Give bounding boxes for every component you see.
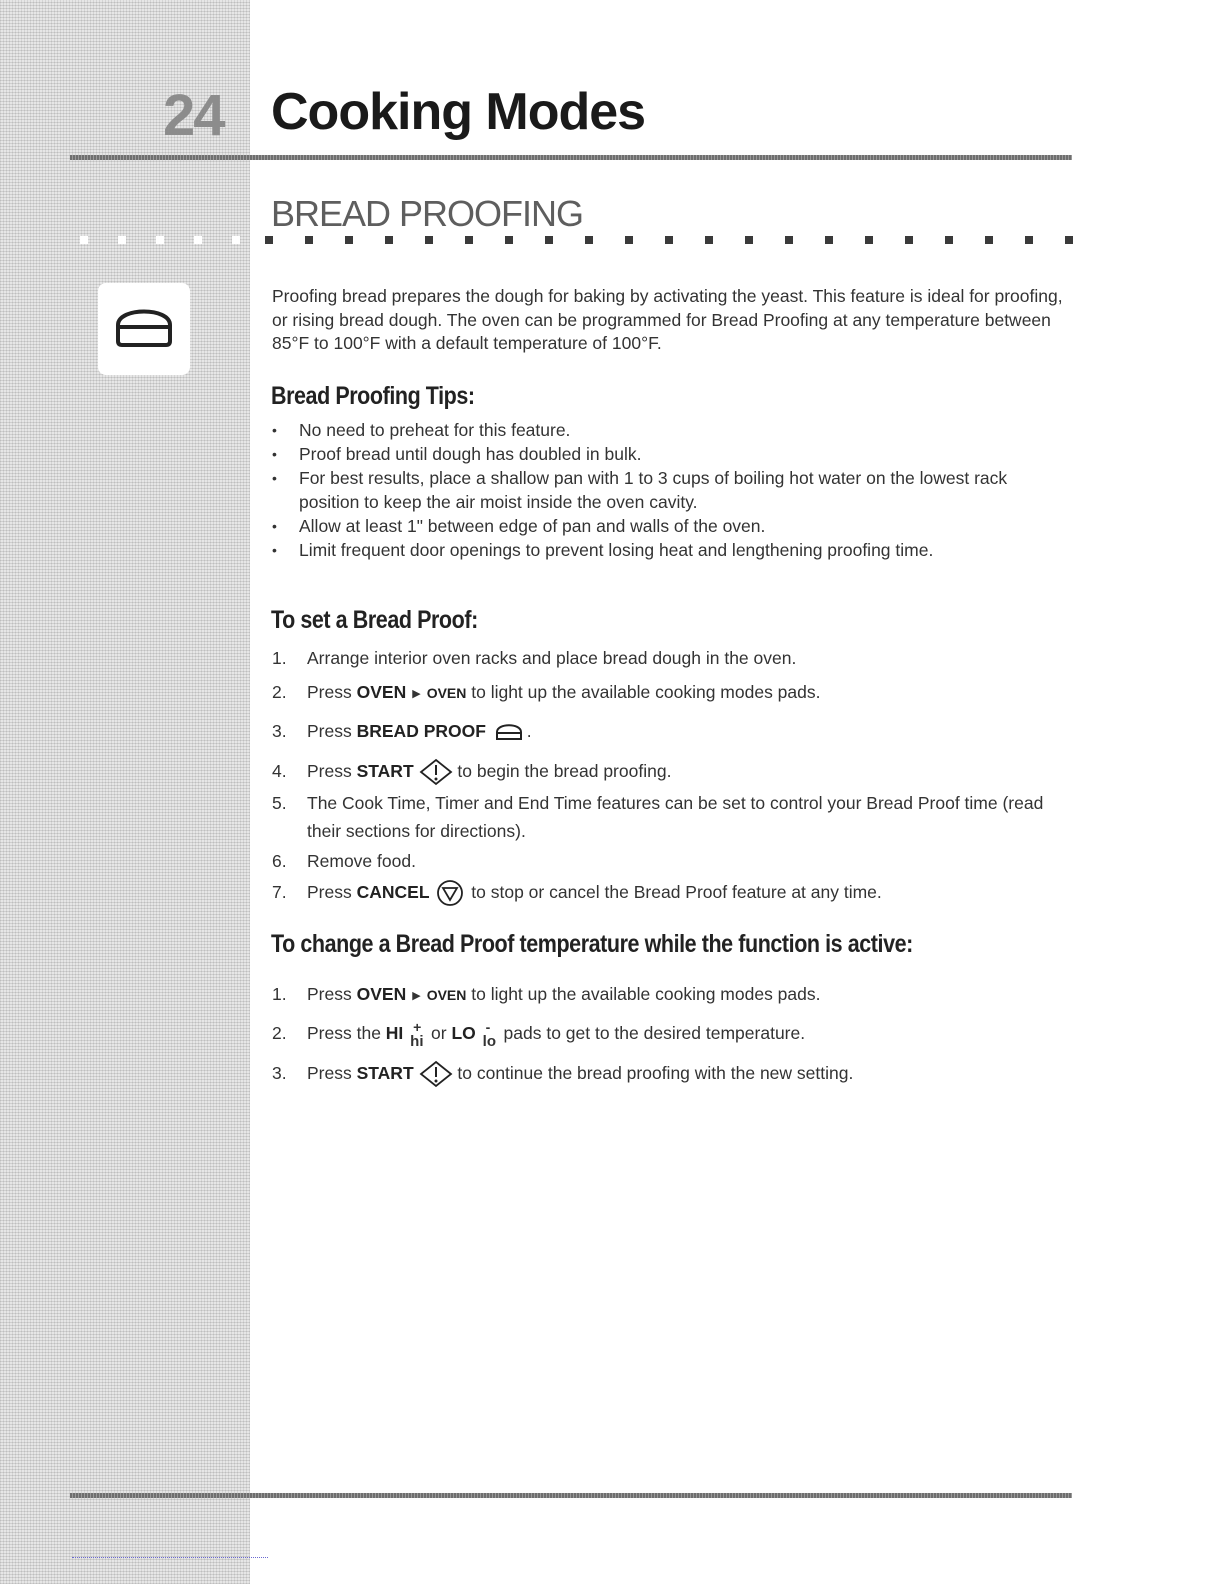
tips-list: [272, 418, 1052, 562]
change-step-2: 2. Press the HI + hi or LO - lo pads to get to the desired temperature.: [272, 1019, 806, 1050]
page-title: Cooking Modes: [271, 83, 646, 141]
footer-dotted-line: [72, 1557, 268, 1562]
bread-proof-icon: [98, 283, 190, 375]
set-step-6: 6. Remove food.: [272, 851, 416, 871]
cancel-icon: [434, 879, 466, 907]
set-step-2: 2. Press OVEN ▶ OVEN to light up the available cooking modes pads.: [272, 682, 821, 702]
play-arrow-icon: ▶: [412, 688, 421, 700]
list-item: • No need to preheat for this feature.: [272, 418, 1052, 442]
intro-paragraph: Proofing bread prepares the dough for baking by activating the yeast. This feature is ideal for proofing, or rising bread dough. The oven can be programmed for Bread Proofing at any temperature between 85°F to 100°F with a default temperature of 100°F.: [272, 286, 1063, 353]
start-icon: [419, 758, 453, 786]
section-dot-divider: [265, 236, 1075, 245]
hi-pad-icon: + hi: [410, 1019, 424, 1050]
set-step-5: 5. The Cook Time, Timer and End Time features can be set to control your Bread Proof time (read their sections for directions).: [272, 793, 1044, 841]
list-item: • Allow at least 1" between edge of pan and walls of the oven.: [272, 514, 1052, 538]
footer-rule: [70, 1493, 1072, 1498]
list-item: • Limit frequent door openings to prevent losing heat and lengthening proofing time.: [272, 538, 1052, 562]
start-icon: [419, 1060, 453, 1088]
change-step-3: 3. Press START to continue the bread proofing with the new setting.: [272, 1059, 1072, 1088]
bread-proof-icon: [491, 721, 527, 743]
list-item: • For best results, place a shallow pan with 1 to 3 cups of boiling hot water on the lowest rack position to keep the air moist inside the oven cavity.: [272, 466, 1052, 514]
page-number: 24: [163, 83, 224, 148]
bread-proof-icon-box: [98, 283, 190, 375]
set-step-4: 4. Press START to begin the bread proofing.: [272, 757, 1072, 786]
change-step-1: 1. Press OVEN ▶ OVEN to light up the available cooking modes pads.: [272, 984, 821, 1004]
change-heading: To change a Bread Proof temperature while the function is active:: [271, 930, 913, 958]
lo-pad-icon: - lo: [482, 1019, 496, 1050]
set-step-1: 1. Arrange interior oven racks and place bread dough in the oven.: [272, 648, 797, 668]
sidebar-dot-divider: [80, 236, 250, 245]
tips-heading: Bread Proofing Tips:: [271, 382, 475, 410]
set-step-3: 3. Press BREAD PROOF .: [272, 717, 1072, 745]
set-heading: To set a Bread Proof:: [271, 606, 478, 634]
play-arrow-icon: ▶: [412, 990, 421, 1002]
list-item: • Proof bread until dough has doubled in bulk.: [272, 442, 1052, 466]
section-title: BREAD PROOFING: [271, 193, 584, 234]
set-step-7: 7. Press CANCEL to stop or cancel the Bread Proof feature at any time.: [272, 878, 1072, 907]
header-rule: [70, 155, 1072, 160]
